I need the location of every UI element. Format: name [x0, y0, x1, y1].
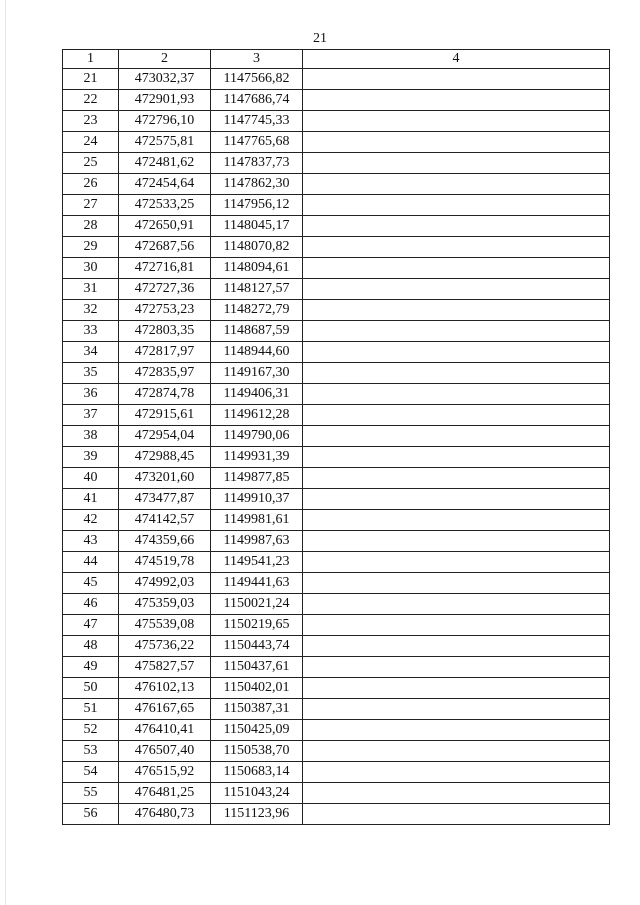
y-coordinate-cell: 1150437,61 — [211, 657, 303, 678]
table-row — [63, 69, 610, 90]
table-row — [63, 741, 610, 762]
note-cell — [303, 405, 610, 426]
point-number-cell: 36 — [63, 384, 119, 405]
note-cell — [303, 741, 610, 762]
note-cell — [303, 720, 610, 741]
point-number-cell: 25 — [63, 153, 119, 174]
y-coordinate-cell: 1150538,70 — [211, 741, 303, 762]
note-cell — [303, 678, 610, 699]
x-coordinate-cell: 472454,64 — [119, 174, 211, 195]
point-number-cell: 51 — [63, 699, 119, 720]
note-cell — [303, 468, 610, 489]
point-number-cell: 41 — [63, 489, 119, 510]
table-row — [63, 342, 610, 363]
x-coordinate-cell: 472481,62 — [119, 153, 211, 174]
x-coordinate-cell: 474992,03 — [119, 573, 211, 594]
x-coordinate-cell: 476167,65 — [119, 699, 211, 720]
point-number-cell: 54 — [63, 762, 119, 783]
x-coordinate-cell: 475827,57 — [119, 657, 211, 678]
y-coordinate-cell: 1147862,30 — [211, 174, 303, 195]
point-number-cell: 37 — [63, 405, 119, 426]
table-row — [63, 657, 610, 678]
point-number-cell: 38 — [63, 426, 119, 447]
note-cell — [303, 258, 610, 279]
y-coordinate-cell: 1150683,14 — [211, 762, 303, 783]
x-coordinate-cell: 472575,81 — [119, 132, 211, 153]
table-row — [63, 678, 610, 699]
x-coordinate-cell: 472803,35 — [119, 321, 211, 342]
x-coordinate-cell: 473032,37 — [119, 69, 211, 90]
point-number-cell: 27 — [63, 195, 119, 216]
y-coordinate-cell: 1151043,24 — [211, 783, 303, 804]
note-cell — [303, 657, 610, 678]
y-coordinate-cell: 1149406,31 — [211, 384, 303, 405]
y-coordinate-cell: 1148127,57 — [211, 279, 303, 300]
x-coordinate-cell: 475359,03 — [119, 594, 211, 615]
y-coordinate-cell: 1149612,28 — [211, 405, 303, 426]
y-coordinate-cell: 1149167,30 — [211, 363, 303, 384]
note-cell — [303, 69, 610, 90]
table-row — [63, 258, 610, 279]
x-coordinate-cell: 472835,97 — [119, 363, 211, 384]
table-row — [63, 510, 610, 531]
x-coordinate-cell: 472817,97 — [119, 342, 211, 363]
table-row — [63, 405, 610, 426]
x-coordinate-cell: 474519,78 — [119, 552, 211, 573]
y-coordinate-cell: 1149441,63 — [211, 573, 303, 594]
table-row — [63, 321, 610, 342]
point-number-cell: 35 — [63, 363, 119, 384]
y-coordinate-cell: 1150219,65 — [211, 615, 303, 636]
table-row — [63, 174, 610, 195]
x-coordinate-cell: 472915,61 — [119, 405, 211, 426]
x-coordinate-cell: 476410,41 — [119, 720, 211, 741]
x-coordinate-cell: 476515,92 — [119, 762, 211, 783]
table-row — [63, 762, 610, 783]
point-number-cell: 40 — [63, 468, 119, 489]
note-cell — [303, 174, 610, 195]
y-coordinate-cell: 1149877,85 — [211, 468, 303, 489]
x-coordinate-cell: 476102,13 — [119, 678, 211, 699]
note-cell — [303, 489, 610, 510]
x-coordinate-cell: 473477,87 — [119, 489, 211, 510]
point-number-cell: 33 — [63, 321, 119, 342]
note-cell — [303, 615, 610, 636]
table-header-row — [63, 50, 610, 69]
table-row — [63, 111, 610, 132]
point-number-cell: 43 — [63, 531, 119, 552]
y-coordinate-cell: 1149541,23 — [211, 552, 303, 573]
table-row — [63, 447, 610, 468]
x-coordinate-cell: 475539,08 — [119, 615, 211, 636]
table-row — [63, 615, 610, 636]
y-coordinate-cell: 1151123,96 — [211, 804, 303, 825]
table-body — [63, 69, 610, 825]
note-cell — [303, 426, 610, 447]
note-cell — [303, 342, 610, 363]
y-coordinate-cell: 1148687,59 — [211, 321, 303, 342]
x-coordinate-cell: 474142,57 — [119, 510, 211, 531]
table-row — [63, 279, 610, 300]
point-number-cell: 47 — [63, 615, 119, 636]
y-coordinate-cell: 1149981,61 — [211, 510, 303, 531]
table-row — [63, 552, 610, 573]
column-header-1: 1 — [63, 50, 119, 69]
point-number-cell: 53 — [63, 741, 119, 762]
point-number-cell: 44 — [63, 552, 119, 573]
table-row — [63, 720, 610, 741]
x-coordinate-cell: 476481,25 — [119, 783, 211, 804]
y-coordinate-cell: 1147837,73 — [211, 153, 303, 174]
point-number-cell: 48 — [63, 636, 119, 657]
y-coordinate-cell: 1150425,09 — [211, 720, 303, 741]
y-coordinate-cell: 1147745,33 — [211, 111, 303, 132]
x-coordinate-cell: 472650,91 — [119, 216, 211, 237]
note-cell — [303, 90, 610, 111]
column-header-4: 4 — [303, 50, 610, 69]
note-cell — [303, 783, 610, 804]
x-coordinate-cell: 476507,40 — [119, 741, 211, 762]
note-cell — [303, 132, 610, 153]
point-number-cell: 34 — [63, 342, 119, 363]
note-cell — [303, 237, 610, 258]
note-cell — [303, 531, 610, 552]
note-cell — [303, 573, 610, 594]
point-number-cell: 49 — [63, 657, 119, 678]
table-row — [63, 468, 610, 489]
y-coordinate-cell: 1150402,01 — [211, 678, 303, 699]
point-number-cell: 22 — [63, 90, 119, 111]
note-cell — [303, 552, 610, 573]
x-coordinate-cell: 472954,04 — [119, 426, 211, 447]
y-coordinate-cell: 1147566,82 — [211, 69, 303, 90]
note-cell — [303, 321, 610, 342]
x-coordinate-cell: 472796,10 — [119, 111, 211, 132]
table-row — [63, 636, 610, 657]
point-number-cell: 52 — [63, 720, 119, 741]
note-cell — [303, 363, 610, 384]
note-cell — [303, 804, 610, 825]
note-cell — [303, 111, 610, 132]
y-coordinate-cell: 1147765,68 — [211, 132, 303, 153]
x-coordinate-cell: 473201,60 — [119, 468, 211, 489]
x-coordinate-cell: 472533,25 — [119, 195, 211, 216]
point-number-cell: 42 — [63, 510, 119, 531]
y-coordinate-cell: 1150021,24 — [211, 594, 303, 615]
note-cell — [303, 636, 610, 657]
point-number-cell: 29 — [63, 237, 119, 258]
table-row — [63, 426, 610, 447]
point-number-cell: 32 — [63, 300, 119, 321]
table-row — [63, 300, 610, 321]
point-number-cell: 24 — [63, 132, 119, 153]
point-number-cell: 26 — [63, 174, 119, 195]
table-row — [63, 573, 610, 594]
point-number-cell: 39 — [63, 447, 119, 468]
table-row — [63, 699, 610, 720]
point-number-cell: 28 — [63, 216, 119, 237]
table-row — [63, 237, 610, 258]
x-coordinate-cell: 472727,36 — [119, 279, 211, 300]
column-header-3: 3 — [211, 50, 303, 69]
note-cell — [303, 594, 610, 615]
table-row — [63, 195, 610, 216]
note-cell — [303, 279, 610, 300]
note-cell — [303, 762, 610, 783]
note-cell — [303, 699, 610, 720]
table-row — [63, 531, 610, 552]
note-cell — [303, 447, 610, 468]
point-number-cell: 50 — [63, 678, 119, 699]
x-coordinate-cell: 472716,81 — [119, 258, 211, 279]
point-number-cell: 55 — [63, 783, 119, 804]
y-coordinate-cell: 1148045,17 — [211, 216, 303, 237]
coordinates-table — [62, 49, 610, 825]
table-row — [63, 384, 610, 405]
x-coordinate-cell: 472988,45 — [119, 447, 211, 468]
y-coordinate-cell: 1149910,37 — [211, 489, 303, 510]
table-row — [63, 594, 610, 615]
y-coordinate-cell: 1149987,63 — [211, 531, 303, 552]
y-coordinate-cell: 1148944,60 — [211, 342, 303, 363]
x-coordinate-cell: 472687,56 — [119, 237, 211, 258]
table-row — [63, 783, 610, 804]
table-row — [63, 489, 610, 510]
note-cell — [303, 216, 610, 237]
point-number-cell: 30 — [63, 258, 119, 279]
y-coordinate-cell: 1150387,31 — [211, 699, 303, 720]
point-number-cell: 56 — [63, 804, 119, 825]
y-coordinate-cell: 1149790,06 — [211, 426, 303, 447]
y-coordinate-cell: 1150443,74 — [211, 636, 303, 657]
y-coordinate-cell: 1148070,82 — [211, 237, 303, 258]
note-cell — [303, 195, 610, 216]
point-number-cell: 31 — [63, 279, 119, 300]
column-header-2: 2 — [119, 50, 211, 69]
y-coordinate-cell: 1148272,79 — [211, 300, 303, 321]
note-cell — [303, 510, 610, 531]
x-coordinate-cell: 472874,78 — [119, 384, 211, 405]
table-row — [63, 363, 610, 384]
x-coordinate-cell: 474359,66 — [119, 531, 211, 552]
page-number: 21 — [313, 31, 327, 46]
y-coordinate-cell: 1147956,12 — [211, 195, 303, 216]
note-cell — [303, 153, 610, 174]
y-coordinate-cell: 1147686,74 — [211, 90, 303, 111]
table-row — [63, 90, 610, 111]
point-number-cell: 45 — [63, 573, 119, 594]
note-cell — [303, 384, 610, 405]
x-coordinate-cell: 476480,73 — [119, 804, 211, 825]
point-number-cell: 21 — [63, 69, 119, 90]
page-edge-rule — [5, 0, 6, 905]
table-row — [63, 804, 610, 825]
x-coordinate-cell: 472753,23 — [119, 300, 211, 321]
point-number-cell: 46 — [63, 594, 119, 615]
y-coordinate-cell: 1148094,61 — [211, 258, 303, 279]
y-coordinate-cell: 1149931,39 — [211, 447, 303, 468]
x-coordinate-cell: 475736,22 — [119, 636, 211, 657]
x-coordinate-cell: 472901,93 — [119, 90, 211, 111]
table-row — [63, 132, 610, 153]
point-number-cell: 23 — [63, 111, 119, 132]
table-row — [63, 216, 610, 237]
note-cell — [303, 300, 610, 321]
table-row — [63, 153, 610, 174]
